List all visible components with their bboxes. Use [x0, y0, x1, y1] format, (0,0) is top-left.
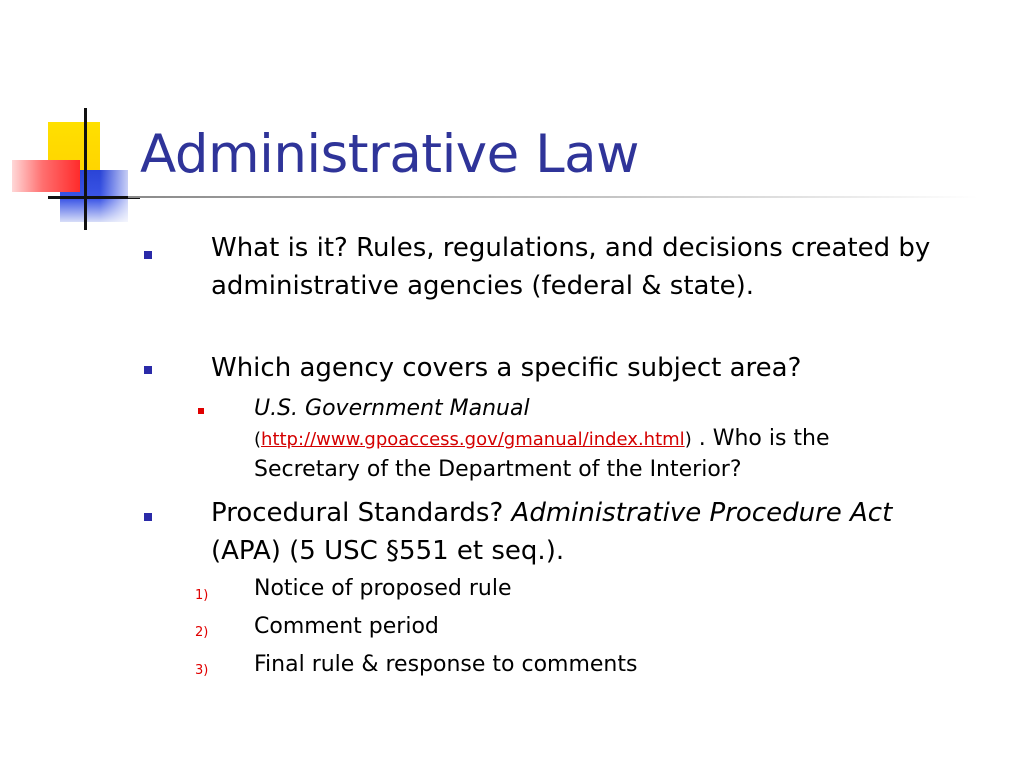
close-paren: )	[684, 429, 692, 450]
step-number: 1)	[195, 588, 209, 603]
bullet-which-agency: Which agency covers a specific subject area?	[211, 353, 802, 383]
step-item: Notice of proposed rule	[254, 576, 512, 601]
logo-red-bar	[12, 160, 80, 192]
logo-vertical-line	[84, 108, 87, 230]
bullet-procedural	[211, 494, 1001, 570]
slide-logo	[0, 0, 150, 240]
bullet-icon	[144, 366, 152, 374]
sub-bullet-icon	[198, 408, 204, 414]
step-number: 3)	[195, 663, 209, 678]
procedural-label: Procedural Standards?	[211, 498, 512, 528]
bullet-icon	[144, 251, 152, 259]
sub-bullet-manual	[254, 394, 974, 485]
step-item: Final rule & response to comments	[254, 652, 638, 677]
manual-line	[254, 424, 974, 455]
step-number: 2)	[195, 625, 209, 640]
open-paren: (	[254, 429, 262, 450]
question-start: . Who is the	[691, 426, 830, 451]
bullet-icon	[144, 513, 152, 521]
act-citation: (APA) (5 USC §551 et seq.).	[211, 536, 565, 566]
manual-title: U.S. Government Manual	[254, 396, 530, 421]
gpo-manual-link[interactable]: http://www.gpoaccess.gov/gmanual/index.html	[261, 429, 685, 450]
logo-horizontal-line	[48, 196, 140, 199]
act-name: Administrative Procedure Act	[511, 498, 893, 528]
step-item: Comment period	[254, 614, 439, 639]
question-end: Secretary of the Department of the Interior?	[254, 457, 742, 482]
bullet-what-is-it: What is it? Rules, regulations, and decisions created by administrative agencies (federal & state).	[211, 233, 931, 301]
slide-title: Administrative Law	[140, 124, 639, 185]
title-underline	[128, 196, 978, 198]
